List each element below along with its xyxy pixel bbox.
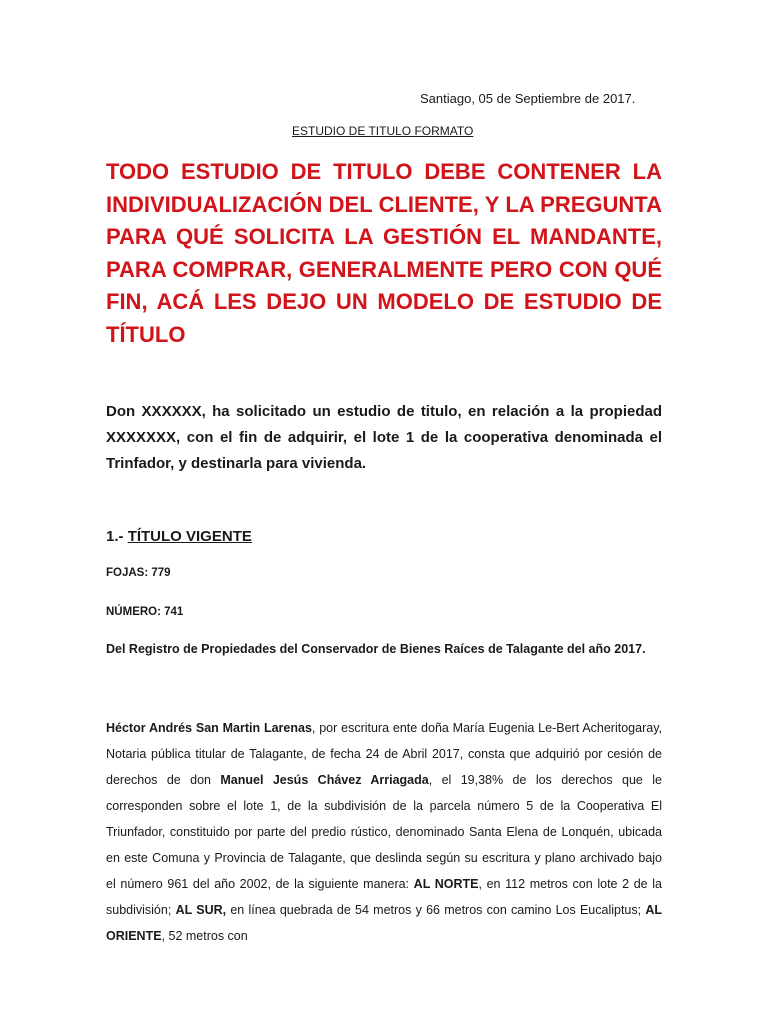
red-notice-heading: TODO ESTUDIO DE TITULO DEBE CONTENER LA INDIVIDUALIZACIÓN DEL CLIENTE, Y LA PREGUNTA PARA QUÉ SOLICITA LA GESTIÓN EL MANDANTE, PARA COMPRAR, GENERALMENTE PERO CON QUÉ FIN, ACÁ LES DEJO UN MODELO DE ESTUDIO DE TÍTULO xyxy=(106,159,662,347)
body-text-4: en línea quebrada de 54 metros y 66 metros con camino Los Eucaliptus; xyxy=(226,903,646,917)
body-text-1: , por escritura ente doña María Eugenia Le-Bert Acheritogaray, Notaria pública titular de Talagante, de fecha 24 de Abril 2017, consta que adquirió por cesión de derechos de don xyxy=(106,721,662,787)
numero-label: NÚMERO: 741 xyxy=(106,606,184,618)
cedent-name: Manuel Jesús Chávez Arriagada xyxy=(220,773,429,787)
body-text-2: , el 19,38% de los derechos que le corresponden sobre el lote 1, de la subdivisión de la parcela número 5 de la Cooperativa El Triunfador, constituido por parte del predio rústico, denominado Santa Elena de Lonquén, ubicada en este Comuna y Provincia de Talagante, que deslinda según su escritura y plano archivado bajo el número 961 del año 2002, de la siguiente manera: xyxy=(106,773,662,891)
owner-name: Héctor Andrés San Martin Larenas xyxy=(106,721,312,735)
boundary-north: AL NORTE xyxy=(413,877,479,891)
body-paragraph xyxy=(106,715,662,949)
intro-paragraph: Don XXXXXX, ha solicitado un estudio de titulo, en relación a la propiedad XXXXXXX, con el fin de adquirir, el lote 1 de la cooperativa denominada el Trinfador, y destinarla para vivienda. xyxy=(106,403,662,472)
body-text-5: , 52 metros con xyxy=(161,929,248,943)
registro-line: Del Registro de Propiedades del Conservador de Bienes Raíces de Talagante del año 2017. xyxy=(106,642,646,656)
document-date: Santiago, 05 de Septiembre de 2017. xyxy=(420,91,636,106)
section-heading xyxy=(106,528,252,545)
fojas-label: FOJAS: 779 xyxy=(106,567,171,579)
boundary-east: AL ORIENTE xyxy=(106,903,663,943)
document-title: ESTUDIO DE TITULO FORMATO xyxy=(292,124,474,138)
boundary-south: AL SUR, xyxy=(175,903,227,917)
section-number: 1.- xyxy=(106,528,128,545)
section-title: TÍTULO VIGENTE xyxy=(127,528,252,545)
body-text-3: , en 112 metros con lote 2 de la subdivisión; xyxy=(106,877,662,917)
